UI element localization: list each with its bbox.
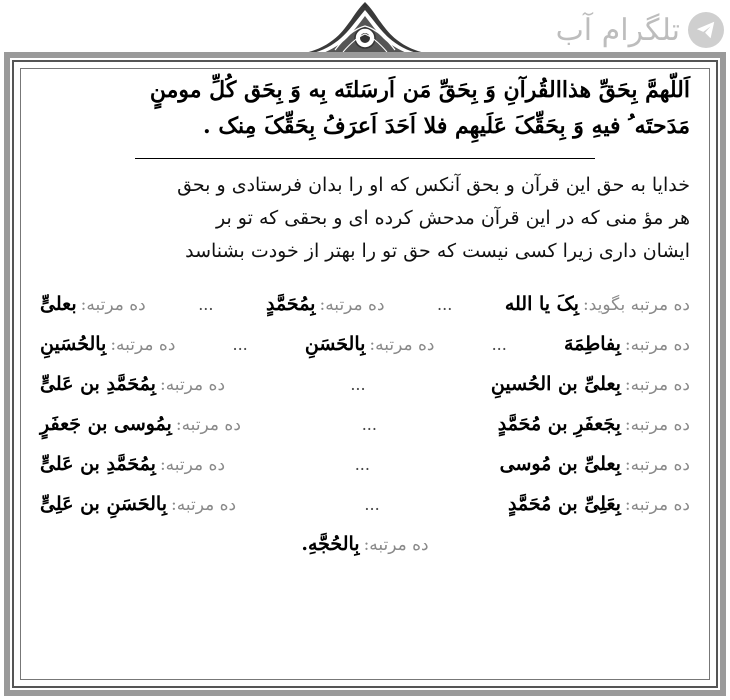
recitation-cell <box>40 333 175 355</box>
watermark <box>556 8 724 52</box>
recitation-count-label: ده مرتبه: <box>319 295 385 315</box>
recitation-count-label: ده مرتبه: <box>80 295 146 315</box>
recitation-count-label: ده مرتبه: <box>110 335 176 355</box>
recitation-row <box>40 324 690 364</box>
recitation-count-label: ده مرتبه: <box>624 455 690 475</box>
separator-dots: ... <box>198 294 214 314</box>
recitation-cell <box>505 293 690 315</box>
recitation-cell <box>40 413 241 435</box>
recitation-count-label: ده مرتبه: <box>159 375 226 395</box>
recitation-cell <box>498 413 690 435</box>
ornament-medallion-icon <box>295 0 435 54</box>
separator-dots: ... <box>350 374 366 394</box>
separator-dots: ... <box>361 414 377 434</box>
recitation-name: بِعلیِّ بن مُوسی <box>499 453 621 475</box>
separator-dots: ... <box>491 334 507 354</box>
recitation-count-label: ده مرتبه: <box>624 415 690 435</box>
translation-line: ایشان داری زیرا کسی نیست که حق تو را بهتر از خودت بشناسد <box>185 240 690 262</box>
recitation-name: بِالحُجَّهِ. <box>301 533 360 555</box>
recitation-name: بِمُوسی بن جَعفَرٍ <box>40 413 172 435</box>
divider-line <box>135 158 595 159</box>
recitation-count-label: ده مرتبه: <box>624 335 690 355</box>
recitation-name: بِکَ یا الله <box>504 293 579 315</box>
recitation-cell <box>266 293 385 315</box>
recitation-name: بِمُحَمَّدِ بن عَلیٍّ <box>40 373 156 395</box>
recitation-row <box>40 284 690 324</box>
recitation-count-label: ده مرتبه: <box>159 455 226 475</box>
prayer-arabic-line: مَدَحتَه ُ فیهِ وَ بِحَقِّکَ عَلَیهِم فلا اَحَدَ اَعرَفُ بِحَقِّکَ مِنک . <box>203 113 690 139</box>
recitation-name: بِالحُسَینِ <box>40 333 107 355</box>
watermark-text: تلگرام آب <box>555 12 680 48</box>
recitation-row <box>40 524 690 564</box>
recitation-row <box>40 444 690 484</box>
prayer-arabic-text <box>40 72 690 144</box>
recitation-count-label: ده مرتبه: <box>369 335 435 355</box>
recitation-name: بِالحَسَنِ <box>304 333 366 355</box>
recitation-count-label: ده مرتبه بگوید: <box>582 295 690 315</box>
recitation-name: بعلیٍّ <box>40 293 77 315</box>
recitation-count-label: ده مرتبه: <box>171 495 237 515</box>
recitation-cell <box>491 373 690 395</box>
recitation-cell <box>500 453 690 475</box>
recitation-name: بِمُحَمَّدٍ <box>265 293 316 315</box>
separator-dots: ... <box>437 294 453 314</box>
recitation-cell <box>508 493 690 515</box>
recitation-list <box>40 284 690 564</box>
prayer-content <box>40 72 690 564</box>
translation-line: خدایا به حق این قرآن و بحق آنکس که او را بدان فرستادی و بحق <box>177 174 690 196</box>
recitation-cell <box>40 453 225 475</box>
prayer-arabic-line: اَللّهمَّ بِحَقِّ هذاالقُرآنِ وَ بِحَقِّ مَن اَرسَلتَه بِه وَ بِحَق کُلِّ مومنٍ <box>149 77 690 103</box>
recitation-name: بِعلیِّ بن الحُسینِ <box>490 373 621 395</box>
recitation-count-label: ده مرتبه: <box>624 375 690 395</box>
translation-line: هر مؤ منی که در این قرآن مدحش کرده ای و بحقی که تو بر <box>216 207 690 229</box>
recitation-name: بِفاطِمَهَ <box>563 333 621 355</box>
recitation-count-label: ده مرتبه: <box>363 535 429 555</box>
recitation-cell <box>301 533 428 555</box>
recitation-count-label: ده مرتبه: <box>624 495 690 515</box>
recitation-name: بِالحَسَنِ بن عَلِیٍّ <box>40 493 168 515</box>
recitation-cell <box>564 333 690 355</box>
separator-dots: ... <box>232 334 248 354</box>
recitation-row <box>40 364 690 404</box>
recitation-cell <box>40 493 236 515</box>
recitation-row <box>40 404 690 444</box>
telegram-plane-icon <box>688 12 724 48</box>
recitation-cell <box>305 333 435 355</box>
persian-translation <box>40 169 690 268</box>
recitation-cell <box>40 293 146 315</box>
recitation-name: بِجَعفَرِ بن مُحَمَّدٍ <box>497 413 621 435</box>
recitation-count-label: ده مرتبه: <box>175 415 241 435</box>
separator-dots: ... <box>354 454 370 474</box>
recitation-row <box>40 484 690 524</box>
separator-dots: ... <box>364 494 380 514</box>
recitation-name: بِعَلِیِّ بن مُحَمَّدٍ <box>507 493 621 515</box>
recitation-name: بِمُحَمَّدِ بن عَلیٍّ <box>40 453 156 475</box>
recitation-cell <box>40 373 225 395</box>
